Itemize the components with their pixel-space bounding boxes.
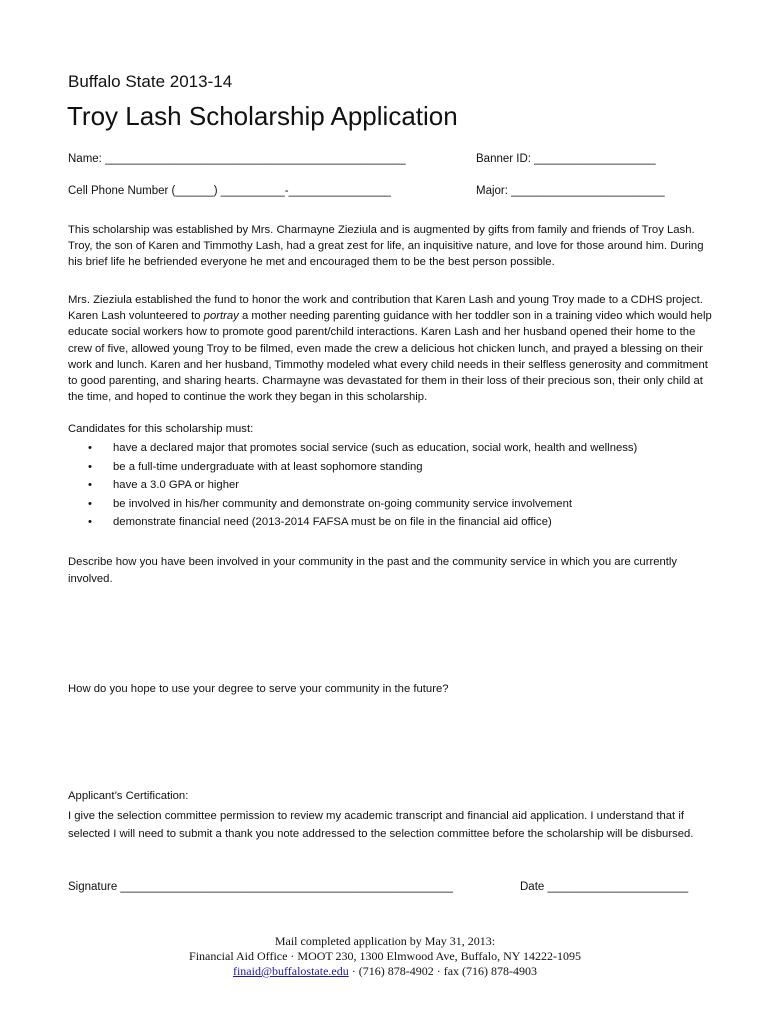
list-item [68, 514, 637, 533]
certification-text: I give the selection committee permission to review my academic transcript and financial aid application. I understand that if selected I will need to submit a thank you note addressed to the selection committee before the scholarship will be disbursed. [68, 810, 694, 840]
email-link[interactable]: finaid@buffalostate.edu [232, 964, 349, 978]
date-field[interactable]: Date ______________________ [520, 881, 689, 893]
page-subtitle: Buffalo State 2013-14 [68, 72, 233, 91]
requirements-list [68, 440, 637, 533]
requirement-text: be a full-time undergraduate with at least sophomore standing [113, 460, 423, 473]
bullet-icon: • [88, 442, 92, 454]
requirement-text: have a 3.0 GPA or higher [113, 479, 240, 492]
requirement-text: demonstrate financial need (2013-2014 FAFSA must be on file in the financial aid office) [113, 516, 552, 529]
list-item [68, 459, 637, 478]
intro-paragraph: This scholarship was established by Mrs. Charmayne Zieziula and is augmented by gifts from family and friends of Troy Lash. Troy, the son of Karen and Timmothy Lash, had a great zest for life, an inquisitive nature, and love for those around him. During his brief life he befriended everyone he met and encouraged them to be the best person possible. [68, 224, 704, 269]
requirement-text: have a declared major that promotes social service (such as education, social work, health and wellness) [113, 442, 638, 454]
community-involvement-question: Describe how you have been involved in your community in the past and the community service in which you are currently involved. [68, 556, 678, 585]
bullet-icon: • [88, 516, 92, 529]
office-address: Financial Aid Office · MOOT 230, 1300 Elmwood Ave, Buffalo, NY 14222-1095 [189, 949, 581, 963]
bullet-icon: • [88, 460, 92, 473]
signature-field[interactable]: Signature ____________________________________________________ [68, 881, 454, 893]
requirement-text: be involved in his/her community and demonstrate on-going community service involvement [113, 497, 573, 510]
bullet-icon: • [88, 497, 92, 510]
major-field[interactable]: Major: ________________________ [476, 185, 665, 197]
certification-heading: Applicant’s Certification: [68, 790, 189, 802]
phone-fax: · (716) 878-4902 · fax (716) 878-4903 [348, 964, 538, 978]
cell-phone-field[interactable]: Cell Phone Number (______) __________-________________ [68, 185, 391, 197]
page-title: Troy Lash Scholarship Application [67, 101, 458, 131]
bullet-icon: • [88, 479, 92, 492]
contact-line [0, 964, 770, 979]
future-service-question: How do you hope to use your degree to serve your community in the future? [68, 683, 449, 695]
name-field[interactable]: Name: _______________________________________________ [68, 153, 406, 165]
list-item [68, 477, 637, 496]
history-text-before: Mrs. Zieziula established the fund to honor the work and contribution that Karen Lash and young Troy made to a CDHS project. Karen Lash volunteered to [68, 294, 703, 323]
list-item [68, 496, 637, 515]
history-paragraph [68, 292, 718, 405]
mail-deadline: Mail completed application by May 31, 2013: [274, 934, 496, 948]
history-text-after: a mother needing parenting guidance with her toddler son in a training video which would help educate social workers how to promote good parent/child interactions. Karen Lash and her husband opened their home to the crew of five, allowed young Troy to be filmed, even made the crew a delicious hot chicken lunch, and prayed a blessing on their work and lunch. Karen and her husband, Timmothy modeled what every child needs in their selfless generosity and commitment to good parenting, and sharing hearts. Charmayne was devastated for them in their loss of their precious son, their only child at the time, and hoped to continue the work they began in this scholarship. [68, 310, 712, 404]
history-emphasis: portray [203, 310, 239, 323]
banner-id-field[interactable]: Banner ID: ___________________ [476, 153, 656, 165]
candidates-heading: Candidates for this scholarship must: [68, 423, 254, 435]
list-item [68, 440, 637, 459]
